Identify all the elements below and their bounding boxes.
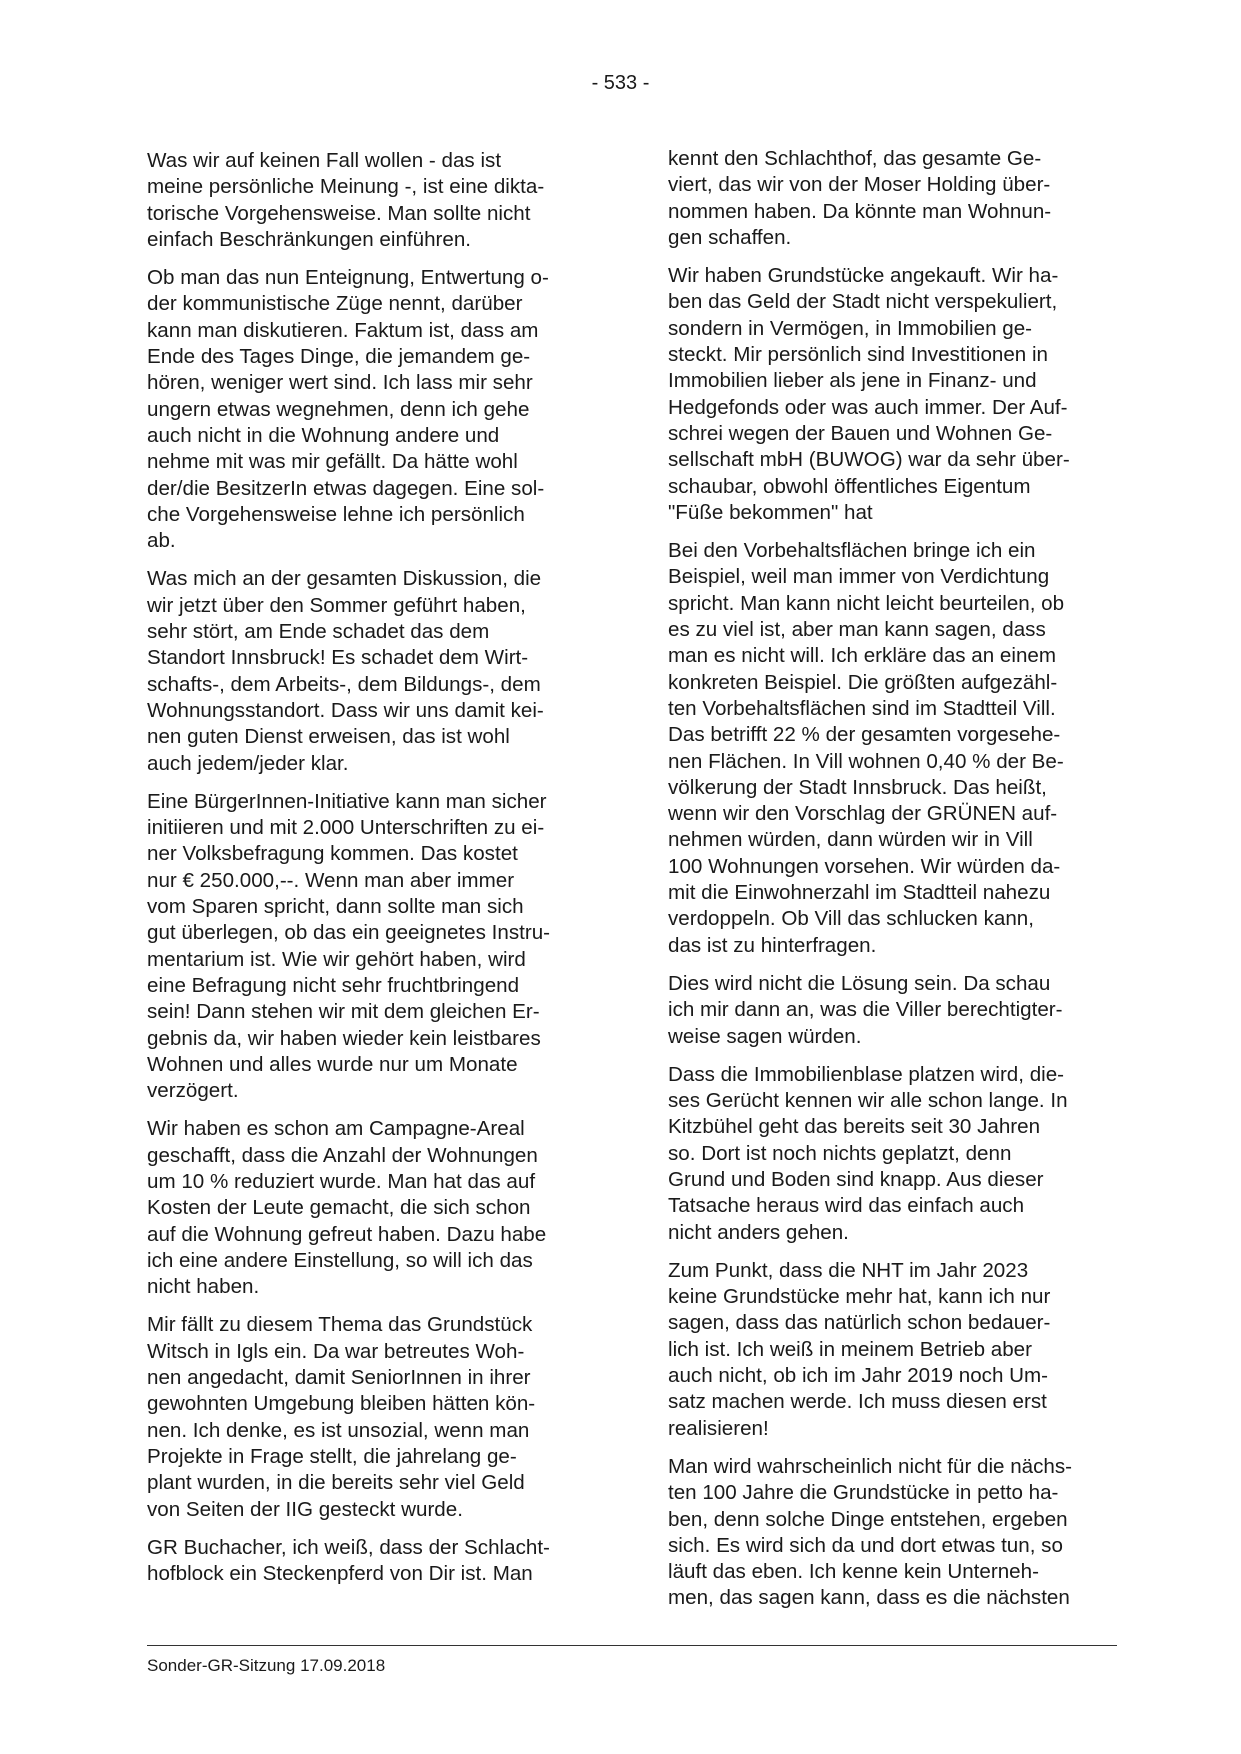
paragraph: Zum Punkt, dass die NHT im Jahr 2023 keine Grundstücke mehr hat, kann ich nur sagen, dass das natürlich schon bedauer- lich ist. Ich weiß in meinem Betrieb aber auch nicht, ob ich im Jahr 2019 noch Um- satz machen werde. Ich muss diesen erst realisieren! xyxy=(668,1258,1051,1440)
footer-session-label: Sonder-GR-Sitzung 17.09.2018 xyxy=(147,1656,386,1675)
paragraph: Dies wird nicht die Lösung sein. Da schau ich mir dann an, was die Viller berechtigter- weise sagen würden. xyxy=(668,971,1063,1048)
paragraph: Dass die Immobilienblase platzen wird, die- ses Gerücht kennen wir alle schon lange. In Kitzbühel geht das bereits seit 30 Jahren so. Dort ist noch nichts geplatzt, denn Grund und Boden sind knapp. Aus dieser Tatsache heraus wird das einfach auch nicht anders gehen. xyxy=(668,1062,1068,1244)
page-number: - 533 - xyxy=(591,72,650,94)
paragraph: Was wir auf keinen Fall wollen - das ist meine persönliche Meinung -, ist eine dikta- torische Vorgehensweise. Man sollte nicht einfach Beschränkungen einführen. xyxy=(147,149,545,251)
paragraph: Was mich an der gesamten Diskussion, die wir jetzt über den Sommer geführt haben, sehr stört, am Ende schadet das dem Standort Innsbruck! Es schadet dem Wirt- schafts-, dem Arbeits-, dem Bildungs-, dem Wohnungsstandort. Dass wir uns damit kei- nen guten Dienst erweisen, das ist wohl auch jedem/jeder klar. xyxy=(147,567,544,775)
paragraph: Eine BürgerInnen-Initiative kann man sicher initiieren und mit 2.000 Unterschriften zu ei- ner Volksbefragung kommen. Das kostet nur € 250.000,--. Wenn man aber immer vom Sparen spricht, dann sollte man sich gut überlegen, ob das ein geeignetes Instru- mentarium ist. Wie wir gehört haben, wird eine Befragung nicht sehr fruchtbringend sein! Dann stehen wir mit dem gleichen Er- gebnis da, wir haben wieder kein leistbares Wohnen und alles wurde nur um Monate verzögert. xyxy=(147,789,551,1103)
paragraph: kennt den Schlachthof, das gesamte Ge- viert, das wir von der Moser Holding über- nommen haben. Da könnte man Wohnun- gen schaffen. xyxy=(668,147,1052,249)
paragraph: GR Buchacher, ich weiß, dass der Schlacht- hofblock ein Steckenpferd von Dir ist. Man xyxy=(147,1535,550,1586)
paragraph: Wir haben es schon am Campagne-Areal geschafft, dass die Anzahl der Wohnungen um 10 % reduziert wurde. Man hat das auf Kosten der Leute gemacht, die sich schon auf die Wohnung gefreut haben. Dazu habe ich eine andere Einstellung, so will ich das nicht haben. xyxy=(147,1117,547,1299)
paragraph: Mir fällt zu diesem Thema das Grundstück Witsch in Igls ein. Da war betreutes Woh- nen angedacht, damit SeniorInnen in ihrer gewohnten Umgebung bleiben hätten kön- nen. Ich denke, es ist unsozial, wenn man Projekte in Frage stellt, die jahrelang ge- plant wurden, in die bereits sehr viel Geld von Seiten der IIG gesteckt wurde. xyxy=(147,1313,536,1521)
footer-divider xyxy=(147,1645,1117,1646)
left-column xyxy=(147,148,599,1599)
right-column xyxy=(668,146,1120,1624)
paragraph: Bei den Vorbehaltsflächen bringe ich ein Beispiel, weil man immer von Verdichtung spricht. Man kann nicht leicht beurteilen, ob es zu viel ist, aber man kann sagen, dass man es nicht will. Ich erkläre das an einem konkreten Beispiel. Die größten aufgezähl- ten Vorbehaltsflächen sind im Stadtteil Vill. Das betrifft 22 % der gesamten vorgesehe- nen Flächen. In Vill wohnen 0,40 % der Be- völkerung der Stadt Innsbruck. Das heißt, wenn wir den Vorschlag der GRÜNEN auf- nehmen würden, dann würden wir in Vill 100 Wohnungen vorsehen. Wir würden da- mit die Einwohnerzahl im Stadtteil nahezu verdoppeln. Ob Vill das schlucken kann, das ist zu hinterfragen. xyxy=(668,539,1065,957)
paragraph: Man wird wahrscheinlich nicht für die nächs- ten 100 Jahre die Grundstücke in petto ha- ben, denn solche Dinge entstehen, ergeben sich. Es wird sich da und dort etwas tun, so läuft das eben. Ich kenne kein Unterneh- men, das sagen kann, dass es die nächsten xyxy=(668,1454,1073,1610)
paragraph: Wir haben Grundstücke angekauft. Wir ha- ben das Geld der Stadt nicht verspekuliert, sondern in Vermögen, in Immobilien ge- steckt. Mir persönlich sind Investitionen in Immobilien lieber als jene in Finanz- und Hedgefonds oder was auch immer. Der Auf- schrei wegen der Bauen und Wohnen Ge- sellschaft mbH (BUWOG) war da sehr über- schaubar, obwohl öffentliches Eigentum "Füße bekommen" hat xyxy=(668,264,1070,524)
paragraph: Ob man das nun Enteignung, Entwertung o- der kommunistische Züge nennt, darüber kann man diskutieren. Faktum ist, dass am Ende des Tages Dinge, die jemandem ge- hören, weniger wert sind. Ich lass mir sehr ungern etwas wegnehmen, denn ich gehe auch nicht in die Wohnung andere und nehme mit was mir gefällt. Da hätte wohl der/die BesitzerIn etwas dagegen. Eine sol- che Vorgehensweise lehne ich persönlich ab. xyxy=(147,266,549,553)
